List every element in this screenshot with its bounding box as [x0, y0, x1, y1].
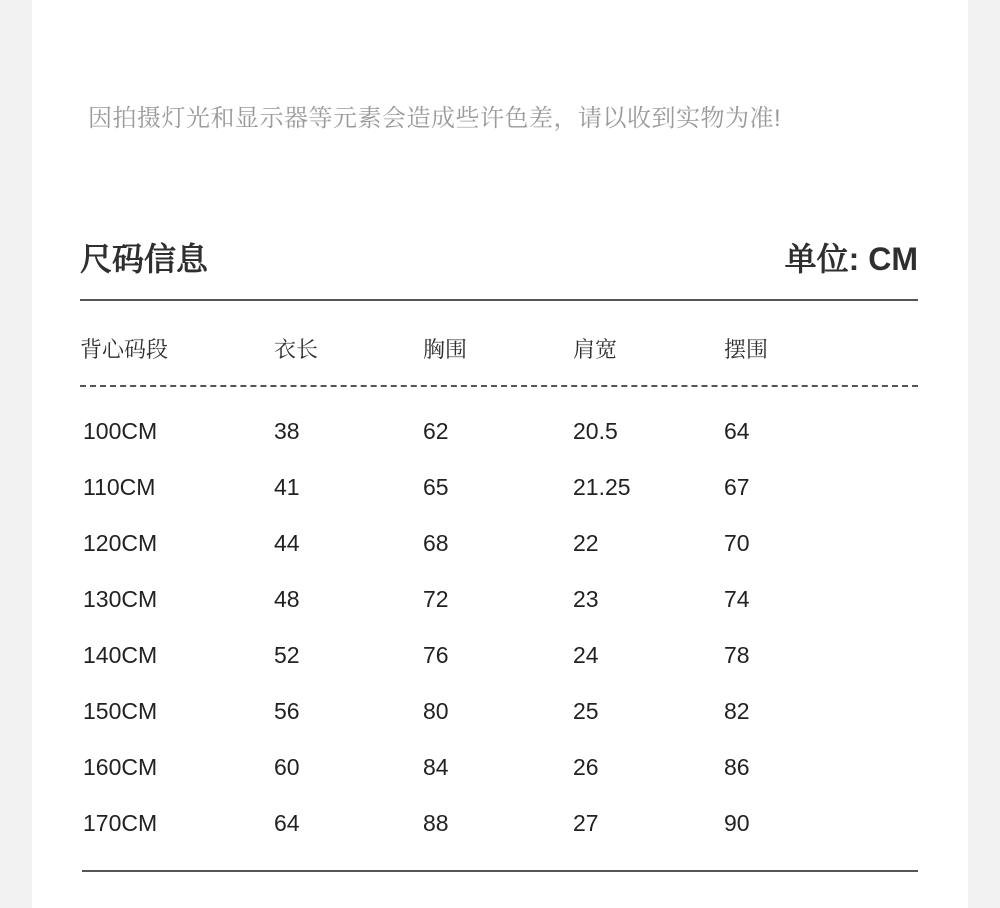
- cell-size: 120CM: [83, 530, 158, 556]
- bottom-divider: [82, 870, 918, 872]
- cell-size: 100CM: [83, 418, 158, 444]
- cell-shoulder: 26: [573, 754, 599, 780]
- cell-hem: 78: [724, 642, 750, 668]
- cell-size: 160CM: [83, 754, 158, 780]
- cell-chest: 84: [423, 754, 449, 780]
- cell-hem: 74: [724, 586, 750, 612]
- cell-shoulder: 20.5: [573, 418, 618, 444]
- cell-hem: 67: [724, 474, 750, 500]
- table-row: [0, 586, 1000, 618]
- cell-size: 130CM: [83, 586, 158, 612]
- table-row: [0, 642, 1000, 674]
- cell-chest: 62: [423, 418, 449, 444]
- cell-length: 44: [274, 530, 300, 556]
- cell-shoulder: 23: [573, 586, 599, 612]
- cell-chest: 76: [423, 642, 449, 668]
- table-header: [0, 333, 1000, 365]
- header-length: 衣长: [274, 337, 319, 362]
- header-dashed-divider: [80, 385, 918, 387]
- cell-length: 52: [274, 642, 300, 668]
- cell-chest: 88: [423, 810, 449, 836]
- cell-chest: 80: [423, 698, 449, 724]
- cell-shoulder: 27: [573, 810, 599, 836]
- cell-hem: 64: [724, 418, 750, 444]
- cell-hem: 86: [724, 754, 750, 780]
- cell-hem: 70: [724, 530, 750, 556]
- cell-length: 41: [274, 474, 300, 500]
- unit-label: 单位: CM: [784, 241, 918, 277]
- cell-length: 64: [274, 810, 300, 836]
- cell-chest: 65: [423, 474, 449, 500]
- color-disclaimer: 因拍摄灯光和显示器等元素会造成些许色差，请以收到实物为准!: [88, 105, 782, 132]
- page-title: 尺码信息: [80, 241, 209, 277]
- cell-size: 170CM: [83, 810, 158, 836]
- cell-size: 140CM: [83, 642, 158, 668]
- cell-hem: 82: [724, 698, 750, 724]
- table-row: [0, 418, 1000, 450]
- cell-shoulder: 24: [573, 642, 599, 668]
- table-row: [0, 530, 1000, 562]
- header-size-range: 背心码段: [80, 337, 169, 362]
- cell-chest: 72: [423, 586, 449, 612]
- table-row: [0, 474, 1000, 506]
- cell-length: 38: [274, 418, 300, 444]
- table-row: [0, 754, 1000, 786]
- header-chest: 胸围: [423, 337, 468, 362]
- cell-size: 150CM: [83, 698, 158, 724]
- cell-length: 48: [274, 586, 300, 612]
- cell-shoulder: 22: [573, 530, 599, 556]
- cell-length: 60: [274, 754, 300, 780]
- header-hem: 摆围: [724, 337, 769, 362]
- cell-size: 110CM: [83, 474, 156, 500]
- cell-shoulder: 25: [573, 698, 599, 724]
- cell-shoulder: 21.25: [573, 474, 631, 500]
- cell-hem: 90: [724, 810, 750, 836]
- header-shoulder: 肩宽: [573, 337, 618, 362]
- cell-length: 56: [274, 698, 300, 724]
- cell-chest: 68: [423, 530, 449, 556]
- top-divider: [80, 299, 918, 301]
- table-row: [0, 698, 1000, 730]
- table-row: [0, 810, 1000, 842]
